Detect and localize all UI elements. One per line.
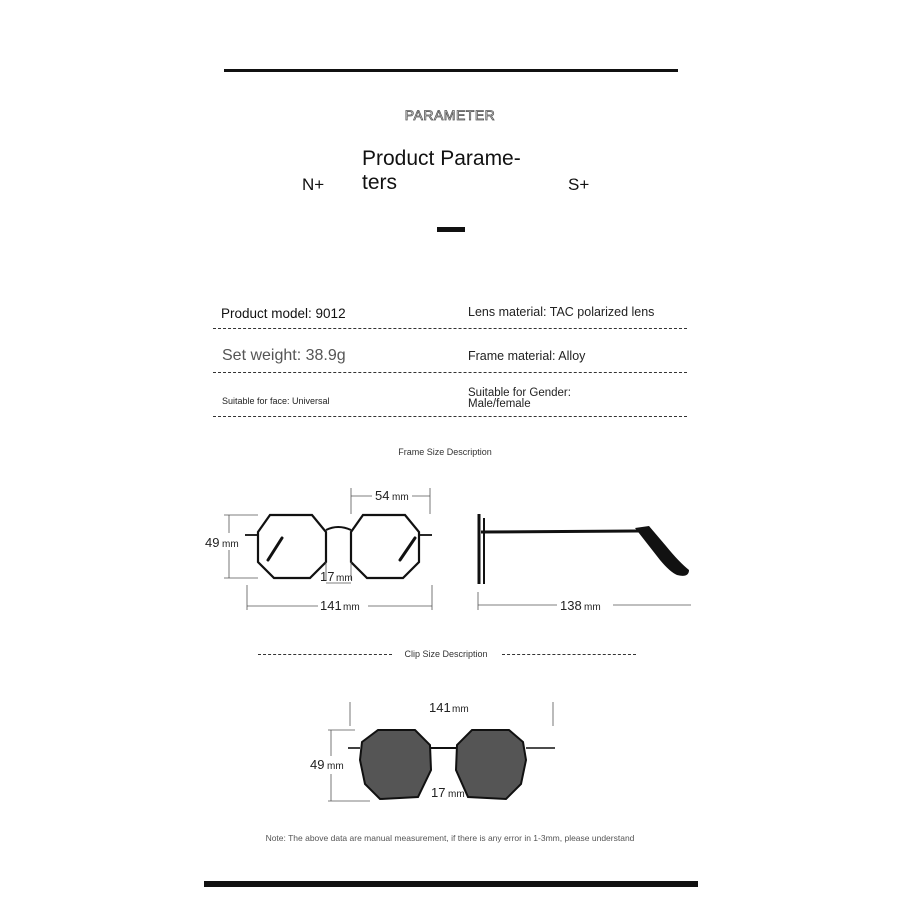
- measurement-note: Note: The above data are manual measurement, if there is any error in 1-3mm, please understand: [265, 833, 635, 843]
- section-kicker: PARAMETER: [404, 107, 496, 123]
- lens-width-unit: mm: [392, 492, 409, 503]
- table-row-divider: [213, 416, 687, 417]
- clip-width-unit: mm: [452, 704, 469, 715]
- param-lens-material: Lens material: TAC polarized lens: [468, 305, 655, 319]
- lens-height-unit: mm: [222, 539, 239, 550]
- temple-arms: [268, 538, 415, 560]
- param-frame-material: Frame material: Alloy: [468, 349, 586, 363]
- param-gender-line-1: Suitable for Gender:: [468, 387, 571, 399]
- param-model: Product model: 9012: [221, 306, 346, 321]
- clip-front-diagram: [300, 690, 570, 810]
- param-gender: [468, 388, 571, 410]
- page-title: [362, 147, 552, 195]
- total-width-unit: mm: [343, 602, 360, 613]
- lens-height-value: 49: [205, 535, 220, 550]
- temple-tip: [635, 526, 689, 576]
- page-title-text: Product Parame- ters: [362, 147, 521, 194]
- param-face: Suitable for face: Universal: [222, 396, 330, 406]
- clip-height-value: 49: [310, 757, 325, 772]
- lens-width-value: 54: [375, 488, 390, 503]
- bridge-unit: mm: [336, 573, 353, 584]
- top-divider: [224, 69, 678, 72]
- clip-bridge-unit: mm: [448, 789, 465, 800]
- table-row-divider: [213, 328, 687, 329]
- right-tag: S+: [568, 175, 590, 194]
- param-gender-line-2: Male/female: [468, 398, 531, 410]
- bridge-value: 17: [320, 569, 335, 584]
- title-underline-mark: [437, 227, 465, 232]
- temple-length-unit: mm: [584, 602, 601, 613]
- total-width-value: 141: [320, 598, 342, 613]
- clip-bridge-value: 17: [431, 785, 446, 800]
- front-dimension-lines: [224, 488, 432, 610]
- clip-width-value: 141: [429, 700, 451, 715]
- table-row-divider: [213, 372, 687, 373]
- clip-size-heading: Clip Size Description: [404, 649, 488, 659]
- clip-heading-rule-left: [258, 654, 392, 655]
- left-tag: N+: [302, 175, 325, 194]
- clip-height-unit: mm: [327, 761, 344, 772]
- frame-size-heading: Frame Size Description: [398, 447, 492, 457]
- glasses-side-icon: [479, 514, 640, 584]
- temple-length-value: 138: [560, 598, 582, 613]
- bottom-divider: [204, 881, 698, 887]
- glasses-front-icon: [245, 515, 432, 578]
- clip-heading-rule-right: [502, 654, 636, 655]
- frame-front-diagram: [200, 480, 450, 615]
- frame-side-diagram: [465, 500, 700, 615]
- param-weight: Set weight: 38.9g: [222, 347, 346, 364]
